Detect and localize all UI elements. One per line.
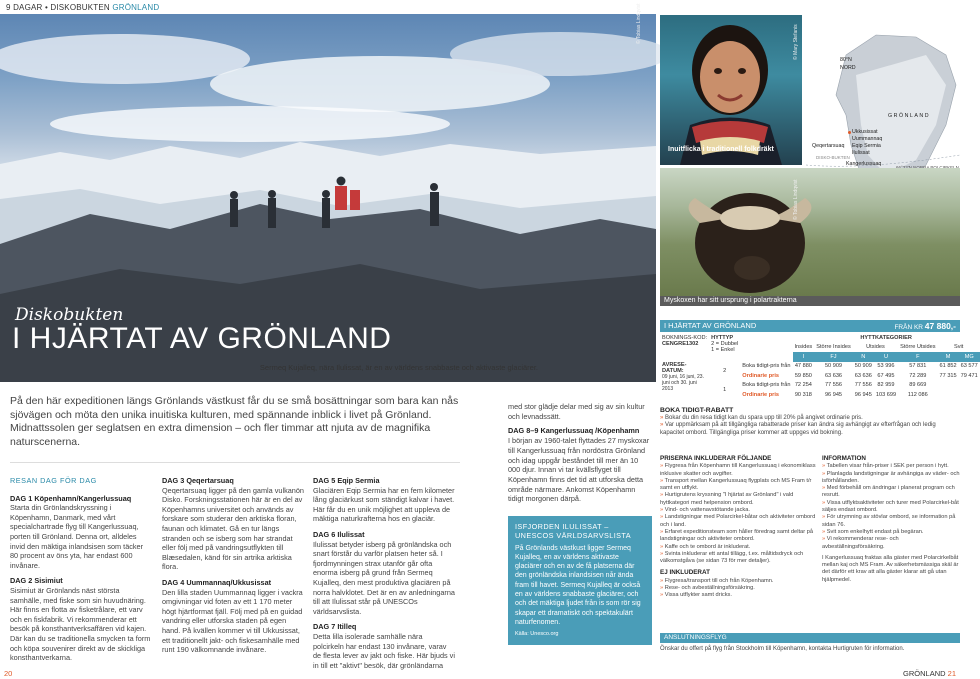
page-section-label: GRÖNLAND (903, 669, 946, 678)
divider (10, 462, 460, 463)
price-cell: 50 909 (824, 363, 843, 370)
hero-main-title: I HJÄRTAT AV GRÖNLAND (12, 322, 392, 355)
price-cell: 63 577 (960, 363, 978, 370)
day-heading: DAG 1 Köpenhamn/Kangerlussuaq (10, 493, 132, 503)
map-town: Uummannaq (852, 136, 883, 142)
category-code: I (793, 352, 815, 362)
day-heading: DAG 8–9 Kangerlussuaq /Köpenhamn (508, 426, 640, 436)
price-cell: 72 289 (909, 372, 927, 379)
information-note: I Kangerlussuaq fraktas alla gäster med Polarcirkelbåt mellan kaj och MS Fram. Av säkerhetsmässiga skäl är det därför ett krav att alla gäster klarar att gå utan hjälpmedel. (822, 554, 959, 583)
category-col: Större Utsides (900, 344, 936, 351)
price-cell: 57 831 (909, 363, 927, 370)
include-item: » Hurtigrutens kryssning "I hjärtat av Grönland" i vald hyttkategori med helpension ombord. (660, 492, 820, 507)
price-includes-box (660, 455, 820, 600)
price-cell (938, 381, 959, 391)
price-row-label: Ordinarie pris (742, 391, 779, 398)
include-item: » Erfaret expeditionsteam som håller föredrag samt deltar på landstigningar och aktiviteter ombord. (660, 529, 820, 544)
muskox-photo (660, 168, 960, 296)
pricing-title-bar (660, 320, 960, 332)
information-item: » Svit som enkelhytt endast på begäran. (822, 529, 960, 536)
price-cell: 82 959 (877, 382, 895, 389)
price-cell: 77 315 (939, 372, 957, 379)
price-row-label: Boka tidigt-pris från (742, 363, 791, 370)
price-cell: 77 556 (854, 382, 872, 389)
price-cell: 53 996 (877, 363, 895, 370)
map-country-label: GRÖNLAND (888, 113, 931, 119)
price-row-label: Ordinarie pris (742, 372, 779, 379)
map-town: Ukkusissat (852, 129, 878, 135)
hero-caption: Sermeq Kujalleq, nära Ilulissat, är en av världens snabbaste och aktivaste glaciärer. (259, 363, 538, 372)
middle-paragraph: I början av 1960-talet flyttades 27 myskoxar till Kangerlussuaq från nordöstra Grönland och idag uppgår beståndet till mer än 10 000 djur. Innan vi tar kvällsflyget till Köpenhamn finns det tid att utforska detta område närmare. Ankomst Köpenhamn tidigt morgonen därpå. (508, 436, 650, 504)
map-town: Qeqertarsuaq (812, 143, 845, 149)
map-town: Kangerlussuaq (846, 161, 882, 167)
unesco-box (508, 516, 652, 645)
from-price (894, 321, 956, 331)
price-table (660, 333, 980, 400)
hero-script-title: Diskobukten (15, 305, 124, 325)
cabin-type-double: 2 = Dubbel (711, 341, 739, 347)
cabin-type-single: 1 = Enkel (711, 347, 735, 353)
day-text: Qeqertarsuaq ligger på den gamla vulkanön Disko. Forskningsstationen här är en del av Köpenhamns universitet och används av forskare som studerar den arktiska floran, faunan och klimatet. Gå en tur längs stranden och se isberg som har strandat eller följ med på vandringsutflykten till Blæsedalen, känd för sin artrika arktiska flora. (162, 485, 304, 572)
itinerary-column-1 (10, 476, 152, 663)
page-number-right (903, 669, 956, 678)
cabin-type-label: HYTTYP (711, 335, 734, 341)
day-text: Detta lilla isolerade samhälle nära polcirkeln har endast 130 invånare, varav de flesta lever av jakt och fiske. Här bjuds vi in till ett "aktivt" besök, där grönländarna (313, 631, 455, 670)
price-cell: 77 556 (824, 382, 843, 389)
connecting-flight-text: Önskar du offert på flyg från Stockholm till Köpenhamn, kontakta Hurtigruten för information. (660, 646, 905, 652)
day-heading: DAG 5 Eqip Sermia (313, 476, 380, 485)
departure-dates: 09 juni, 16 juni, 23. juni och 30. juni 2013 (662, 373, 704, 392)
include-item: » Kaffe och te ombord är inkluderat. (660, 544, 820, 551)
information-item: » Planlagda landstigningar är avhängiga av väder- och isförhållanden. (822, 471, 960, 486)
itinerary-column-2 (162, 476, 304, 655)
map-bay-label: DISKO-BUKTEN (816, 155, 850, 160)
day-heading: DAG 6 Ilulissat (313, 529, 365, 539)
category-code: FJ (814, 352, 853, 362)
include-item: » Landstigningar med Polarcirkel-båtar och aktiviteter ombord och i land. (660, 514, 820, 529)
price-cell: 67 495 (877, 372, 895, 379)
price-cell: 103 699 (875, 391, 897, 398)
information-item: » Tabellen visar från-priser i SEK per person i hytt. (822, 463, 960, 470)
header-text: 9 DAGAR • DISKOBUKTEN (6, 3, 110, 12)
day-heading: DAG 4 Uummannaq/Ukkusissat (162, 577, 272, 587)
girl-credit: © Mary Stefanis (793, 24, 799, 60)
unesco-text: På Grönlands västkust ligger Sermeq Kujalleq, en av världens aktivaste glaciärer och en av de få platserna där den grönländska inlandsisen når ända fram till havet. Sermeq Kujalleq är också en av världens snabbaste glaciärer, och och det mäktiga ljudet från is som rör sig skapar ett dramatiskt och spektakulärt naturfenomen. (515, 544, 641, 626)
price-cell (959, 381, 980, 391)
category-code: M (938, 352, 959, 362)
girl-photo (660, 15, 802, 165)
early-booking-item: » Bokar du din resa tidigt kan du spara upp till 20% på angivet ordinarie pris. (660, 415, 960, 423)
price-row-type: 2 (723, 368, 727, 374)
girl-portrait (660, 15, 802, 165)
not-included-item: » Vissa utflykter samt dricks. (660, 592, 820, 599)
day-text: Glaciären Eqip Sermia har en fem kilometer lång glaciärkust som ständigt kalvar i havet. Här får du en unik möjlighet att uppleva de mäktiga naturkrafterna hos en glaciär. (313, 485, 455, 524)
early-booking-box (660, 407, 960, 437)
price-cell: 63 636 (824, 372, 843, 379)
price-cell (938, 390, 959, 400)
include-item: » Vind- och vattenavstötande jacka. (660, 507, 820, 514)
early-booking-title: BOKA TIDIGT-RABATT (660, 407, 734, 414)
category-code: N (853, 352, 874, 362)
connecting-flight-bar: ANSLUTNINGSFLYG (660, 633, 960, 643)
map-lat-label: 80°N (840, 57, 852, 63)
itinerary-column-3 (313, 476, 455, 670)
cabin-categories-label: HYTTKATEGORIER (860, 334, 912, 341)
day-text: Sisimiut är Grönlands näst största samhälle, med fiske som sin huvudnäring. Här finns en flotta av fisketrålare, ett varv och en fiskfabrik. Vi rekommenderar ett besök på konsthantverksaffären vid kajen. Där kan du se traditionella smycken ta form och köpa souvenirer direkt av de skickliga konsthantverkarna. (10, 585, 151, 663)
page-number: 21 (947, 669, 956, 678)
price-cell: 72 254 (794, 382, 812, 389)
day-heading: DAG 2 Sisimiut (10, 576, 63, 586)
itinerary-label: RESAN DAG FÖR DAG (10, 476, 97, 485)
category-col: Svit (953, 344, 964, 351)
map-nord-label: NORD (840, 65, 856, 71)
map-town-marker (848, 131, 851, 134)
category-col: Större Insides (816, 344, 851, 351)
category-col: Utsides (866, 344, 885, 351)
price-cell (959, 390, 980, 400)
not-included-item: » Flygresa/transport till och från Köpenhamn. (660, 578, 820, 585)
header-accent: GRÖNLAND (112, 3, 160, 12)
girl-caption: Inuitflicka i traditionell folkdräkt (668, 146, 774, 153)
price-cell: 61 852 (939, 363, 957, 370)
information-item: » Vissa utflyktsaktiviteter och turer med Polarcirkel-båt säljes endast ombord. (822, 500, 960, 515)
price-cell: 47 880 (794, 363, 812, 370)
include-item: » Transport mellan Kangerlussuaq flygplats och MS Fram t/r samt en utflykt. (660, 478, 820, 493)
information-item: » Med förbehåll om ändringar i planerat program och resrutt. (822, 485, 960, 500)
category-code: MG (959, 352, 980, 362)
pricing-title: I HJÄRTAT AV GRÖNLAND (664, 321, 757, 330)
muskox-caption: Myskoxen har sitt ursprung i polartrakterna (660, 296, 960, 306)
muskox-scene (660, 168, 960, 296)
price-cell: 96 945 (854, 391, 872, 398)
muskox-credit: © Tobias Lindqvist (793, 179, 799, 220)
information-item: » Vi rekommenderar rese- och avbeställningsförsäkring. (822, 536, 960, 551)
from-price-value: 47 880,- (924, 321, 956, 331)
day-text: Starta din Grönlandskryssning i Köpenhamn, Danmark, med vårt specialchartrade flyg till Kangerlussuaq, porten till Grönland. Denna ort, alldeles invid den mäktiga inlandsisen som täcker 80 procent av öns yta, har endast 600 invånare. (10, 503, 144, 570)
page-number-left: 20 (4, 669, 13, 678)
hero-credit: © Tobias Lindqvist (636, 3, 642, 44)
booking-code-label: BOKNINGS-KOD: (662, 335, 708, 341)
information-title: INFORMATION (822, 455, 866, 462)
price-includes-title: PRISERNA INKLUDERAR FÖLJANDE (660, 455, 772, 462)
booking-code: CENGRE1302 (662, 341, 699, 347)
unesco-source: Källa: Unesco.org (515, 631, 559, 638)
departure-label: AVRESE-DATUM: (662, 361, 687, 374)
from-label: FRÅN KR (894, 324, 923, 331)
middle-column (508, 402, 652, 504)
price-cell: 59 850 (794, 372, 812, 379)
category-code: F (898, 352, 937, 362)
middle-paragraph: med stor glädje delar med sig av sin kultur och levnadssätt. (508, 402, 645, 421)
day-heading: DAG 7 Itilleq (313, 622, 357, 632)
price-cell: 79 471 (960, 372, 978, 379)
day-text: Ilulissat betyder isberg på grönländska och snart förstår du varför platsen heter så. I fjordmynningen strax utanför går ofta enorma isberg på grund från Sermeq Kujalleq, den mest produktiva glaciären på norra halvklotet. Det är en av anledningarna till att Ilulissat står på UNESCOs världsarvslista. (313, 539, 455, 616)
day-text: Den lilla staden Uummannaq ligger i vackra omgivningar vid foten av ett 1 170 meter högt hjärtformat fjäll. Följ med på en guidad vandring eller utforska staden på egen hand. På kvällen kommer vi till Ukkusissat, ett traditionellt jakt- och fiskesamhälle med runt 190 välkomnande invånare. (162, 587, 303, 655)
information-box (822, 455, 960, 584)
price-row-type: 1 (723, 387, 727, 393)
price-cell: 96 945 (824, 391, 843, 398)
include-item: » Svinta inkluderar ett antal tillägg, t.ex. måltidsdryck och välkomstgåva (se sidan 73 för mer detaljer). (660, 551, 820, 566)
day-heading: DAG 3 Qeqertarsuaq (162, 476, 234, 485)
map-town: Eqip Sermia (852, 143, 881, 149)
unesco-title: ISFJORDEN ILULISSAT – UNESCOS VÄRLDSARVSLISTA (515, 522, 631, 541)
price-cell: 89 669 (909, 382, 927, 389)
not-included-title: EJ INKLUDERAT (660, 569, 710, 577)
include-item: » Flygresa från Köpenhamn till Kangerlussuaq i ekonomiklass inklusive skatter och avgifter. (660, 463, 820, 478)
category-col: Insides (794, 344, 813, 351)
map-town: Ilulissat (852, 150, 870, 156)
not-included-item: » Rese- och avbeställningsförsäkring. (660, 585, 820, 592)
information-item: » För utrymning av stövlar ombord, se information på sidan 76. (822, 514, 960, 529)
price-cell: 90 318 (794, 391, 812, 398)
intro-paragraph: På den här expeditionen längs Grönlands västkust får du se små bosättningar som bara kan nås sjövägen och möta den unika inuitiska kulturen, med spännande inblick i livet på Grönland. Midnattssolen ger seglatsen en extra dimension – och fler timmar att njuta av de magnifika naturscenerna. (10, 395, 459, 448)
price-cell: 112 086 (907, 391, 928, 398)
price-row-label: Boka tidigt-pris från (742, 382, 791, 389)
early-booking-item: » Var uppmärksam på att tillgängliga rabatterade priser kan ändra sig avhängigt av efterfrågan och ledig kapacitet ombord. Tillgängliga priser kommer att uppges vid bokning. (660, 422, 960, 437)
price-cell: 63 636 (854, 372, 872, 379)
price-cell: 50 909 (854, 363, 872, 370)
category-code: U (874, 352, 898, 362)
